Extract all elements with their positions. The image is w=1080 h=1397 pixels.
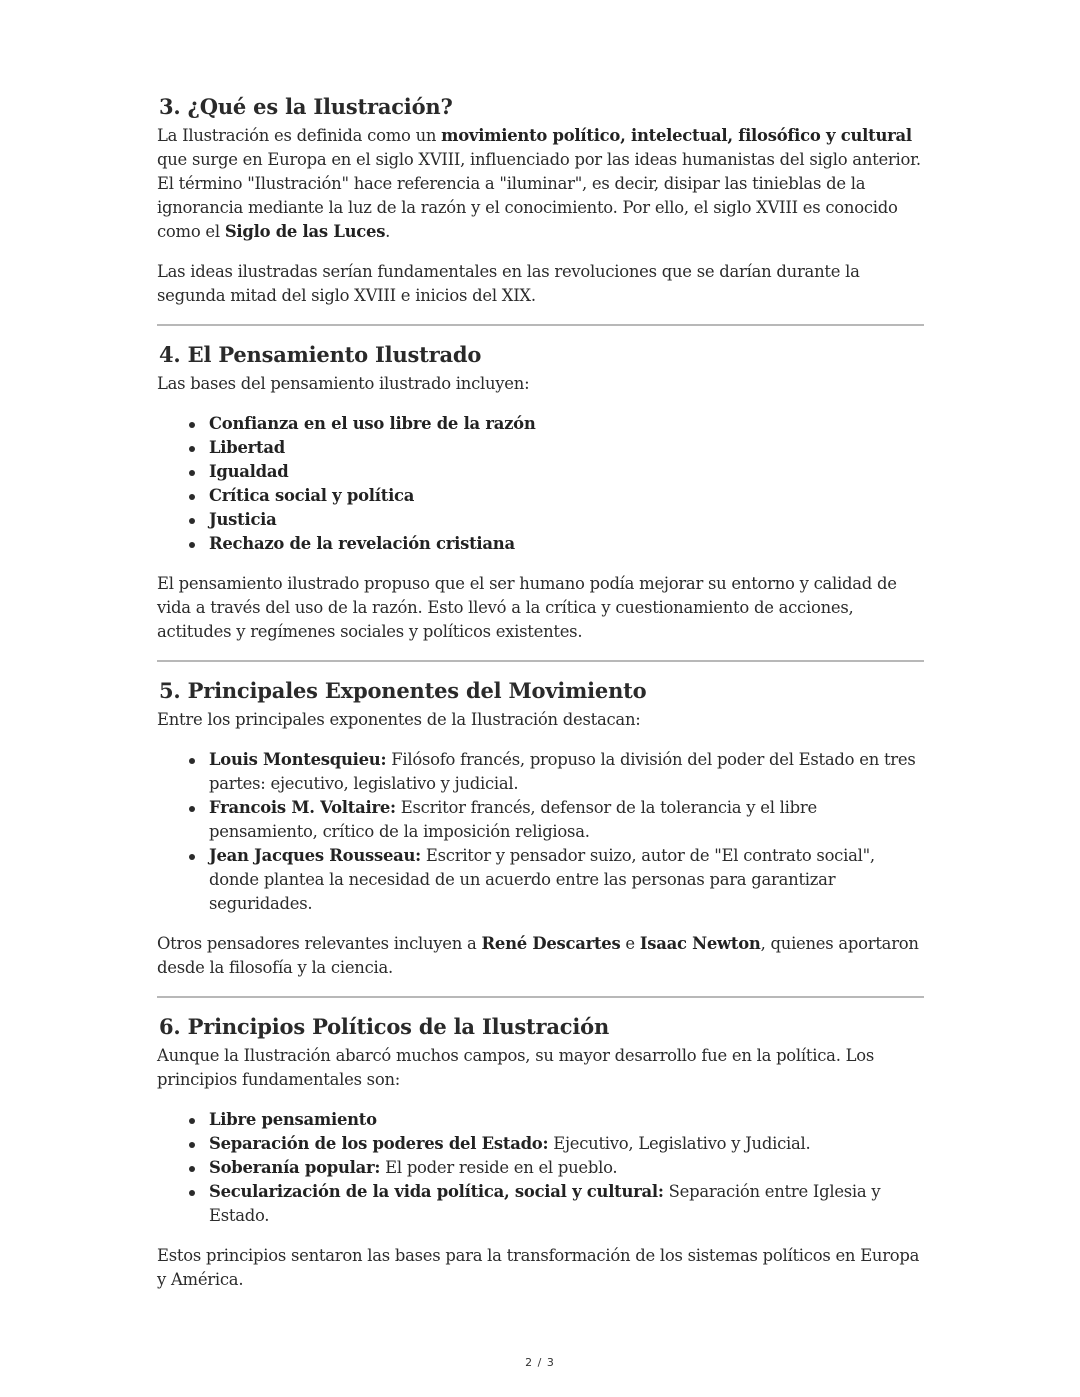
bold-text: Siglo de las Luces [224,222,386,241]
bold-text: Isaac Newton [639,934,761,953]
text-span: , quienes aportaron desde la filosofía y la ciencia. [157,934,919,977]
bullet-list [157,412,924,556]
horizontal-divider [157,996,924,998]
paragraph: Las bases del pensamiento ilustrado incluyen: [157,374,530,393]
list-item [209,1132,924,1156]
list-item [209,508,924,532]
bold-text: Rechazo de la revelación cristiana [209,534,515,553]
horizontal-divider [157,660,924,662]
paragraph [157,932,924,980]
bold-text: Secularización de la vida política, social y cultural: [209,1182,664,1201]
bold-text: movimiento político, intelectual, filosófico y cultural [441,126,912,145]
page-number: 2 / 3 [525,1356,555,1369]
document-page [157,92,924,1308]
section-heading: 3. ¿Qué es la Ilustración? [159,94,453,119]
section-heading: 6. Principios Políticos de la Ilustración [159,1014,610,1039]
text-span: Separación entre Iglesia y Estado. [209,1182,881,1225]
bold-text: Francois M. Voltaire: [209,798,396,817]
bold-text: Justicia [209,510,277,529]
text-span: La Ilustración es definida como un [157,126,442,145]
bold-text: Confianza en el uso libre de la razón [209,414,536,433]
paragraph: Aunque la Ilustración abarcó muchos campos, su mayor desarrollo fue en la política. Los principios fundamentales son: [157,1046,875,1089]
paragraph: Estos principios sentaron las bases para la transformación de los sistemas políticos en Europa y América. [157,1246,920,1289]
section-heading: 5. Principales Exponentes del Movimiento [159,678,647,703]
text-span: Ejecutivo, Legislativo y Judicial. [548,1134,811,1153]
text-span: que surge en Europa en el siglo XVIII, influenciado por las ideas humanistas del siglo anterior. El término "Ilustración" hace referencia a "iluminar", es decir, disipar las tinieblas de la ignorancia mediante la luz de la razón y el conocimiento. Por ello, el siglo XVIII es conocido como el [157,150,921,241]
list-item [209,484,924,508]
section-principios-politicos [157,1012,924,1292]
list-item [209,844,924,916]
list-item [209,460,924,484]
bold-text: Igualdad [209,462,289,481]
text-span: Otros pensadores relevantes incluyen a [157,934,482,953]
text-span: Filósofo francés, propuso la división del poder del Estado en tres partes: ejecutivo, legislativo y judicial. [209,750,916,793]
bold-text: Libre pensamiento [209,1110,377,1129]
bullet-list [157,1108,924,1228]
bold-text: Louis Montesquieu: [209,750,387,769]
bullet-list [157,748,924,916]
bold-text: Soberanía popular: [209,1158,381,1177]
paragraph: Entre los principales exponentes de la Ilustración destacan: [157,710,641,729]
text-span: Escritor francés, defensor de la tolerancia y el libre pensamiento, crítico de la imposición religiosa. [209,798,817,841]
list-item [209,796,924,844]
bold-text: René Descartes [481,934,621,953]
list-item [209,436,924,460]
text-span: Escritor y pensador suizo, autor de "El contrato social", donde plantea la necesidad de un acuerdo entre las personas para garantizar seguridades. [209,846,875,913]
section-heading: 4. El Pensamiento Ilustrado [159,342,482,367]
text-span: El poder reside en el pueblo. [380,1158,618,1177]
bold-text: Crítica social y política [209,486,415,505]
bold-text: Separación de los poderes del Estado: [209,1134,549,1153]
bold-text: Jean Jacques Rousseau: [209,846,421,865]
list-item [209,1108,924,1132]
list-item [209,532,924,556]
bold-text: Libertad [209,438,285,457]
text-span: . [385,222,391,241]
list-item [209,748,924,796]
text-span: e [620,934,640,953]
list-item [209,1156,924,1180]
section-pensamiento-ilustrado [157,340,924,644]
paragraph: Las ideas ilustradas serían fundamentales en las revoluciones que se darían durante la segunda mitad del siglo XVIII e inicios del XIX. [157,262,860,305]
section-que-es-la-ilustracion [157,92,924,308]
section-principales-exponentes [157,676,924,980]
horizontal-divider [157,324,924,326]
list-item [209,412,924,436]
paragraph [157,124,924,244]
list-item [209,1180,924,1228]
paragraph: El pensamiento ilustrado propuso que el ser humano podía mejorar su entorno y calidad de vida a través del uso de la razón. Esto llevó a la crítica y cuestionamiento de acciones, actitudes y regímenes sociales y políticos existentes. [157,574,897,641]
